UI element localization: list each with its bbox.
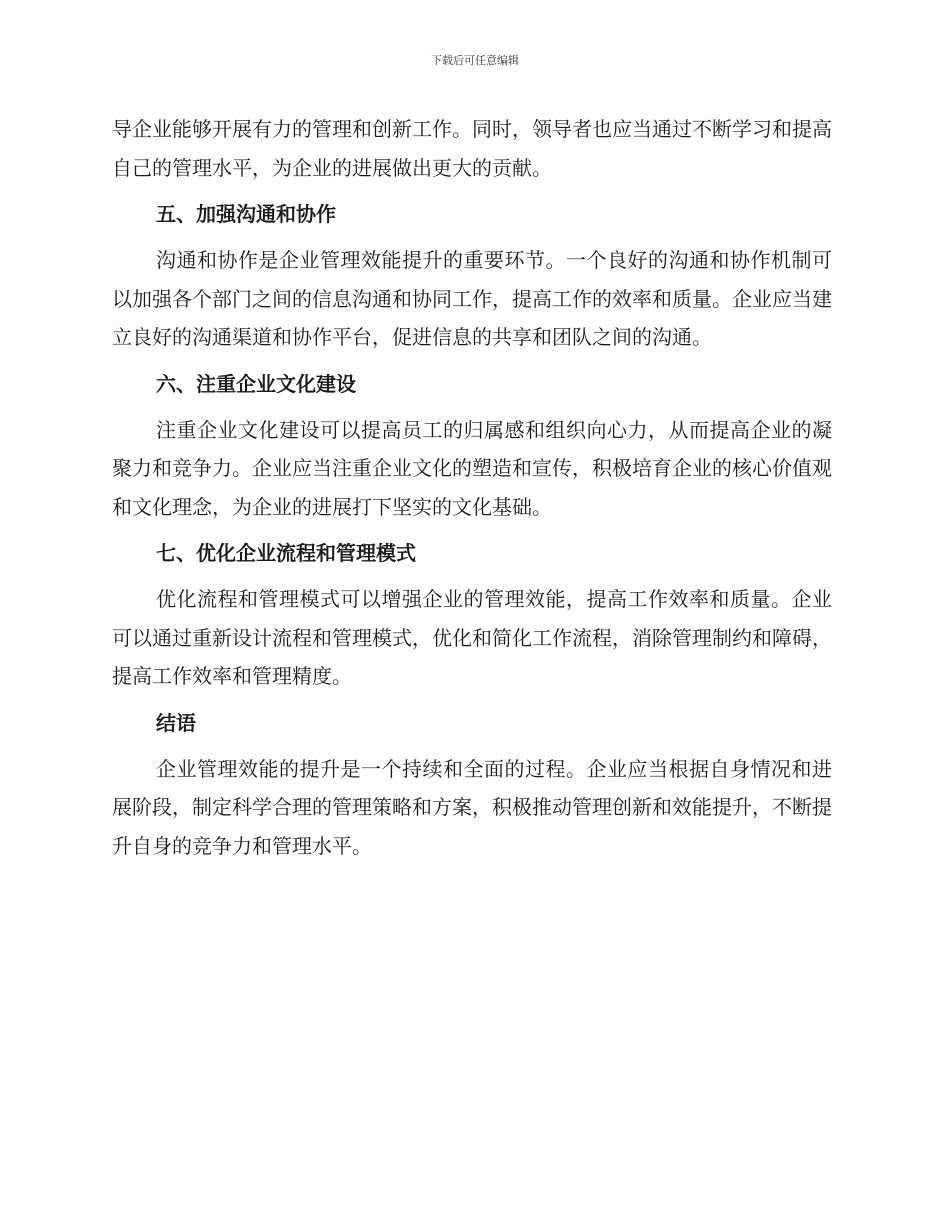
section-six xyxy=(112,369,832,527)
section-heading: 五、加强沟通和协作 xyxy=(156,202,336,226)
section-seven xyxy=(112,538,832,696)
section-heading: 结语 xyxy=(156,710,196,735)
section-paragraph: 企业管理效能的提升是一个持续和全面的过程。企业应当根据自身情况和进展阶段，制定科学合理的管理策略和方案，积极推动管理创新和效能提升，不断提升自身的竞争力和管理水平。 xyxy=(112,756,832,858)
page-header-note: 下载后可任意编辑 xyxy=(431,54,519,67)
section-five xyxy=(112,199,832,357)
section-heading: 七、优化企业流程和管理模式 xyxy=(156,541,416,565)
section-paragraph: 优化流程和管理模式可以增强企业的管理效能，提高工作效率和质量。企业可以通过重新设计流程和管理模式，优化和简化工作流程，消除管理制约和障碍，提高工作效率和管理精度。 xyxy=(112,587,832,688)
section-paragraph: 沟通和协作是企业管理效能提升的重要环节。一个良好的沟通和协作机制可以加强各个部门之间的信息沟通和协同工作，提高工作的效率和质量。企业应当建立良好的沟通渠道和协作平台，促进信息的共享和团队之间的沟通。 xyxy=(112,248,832,349)
intro-block xyxy=(112,110,832,187)
intro-paragraph: 导企业能够开展有力的管理和创新工作。同时，领导者也应当通过不断学习和提高自己的管理水平，为企业的进展做出更大的贡献。 xyxy=(112,117,832,180)
section-heading: 六、注重企业文化建设 xyxy=(156,371,356,396)
document-body xyxy=(112,110,832,869)
section-paragraph: 注重企业文化建设可以提高员工的归属感和组织向心力，从而提高企业的凝聚力和竞争力。企业应当注重企业文化的塑造和宣传，积极培育企业的核心价值观和文化理念，为企业的进展打下坚实的文化基础。 xyxy=(112,417,832,519)
section-conclusion xyxy=(112,708,832,866)
